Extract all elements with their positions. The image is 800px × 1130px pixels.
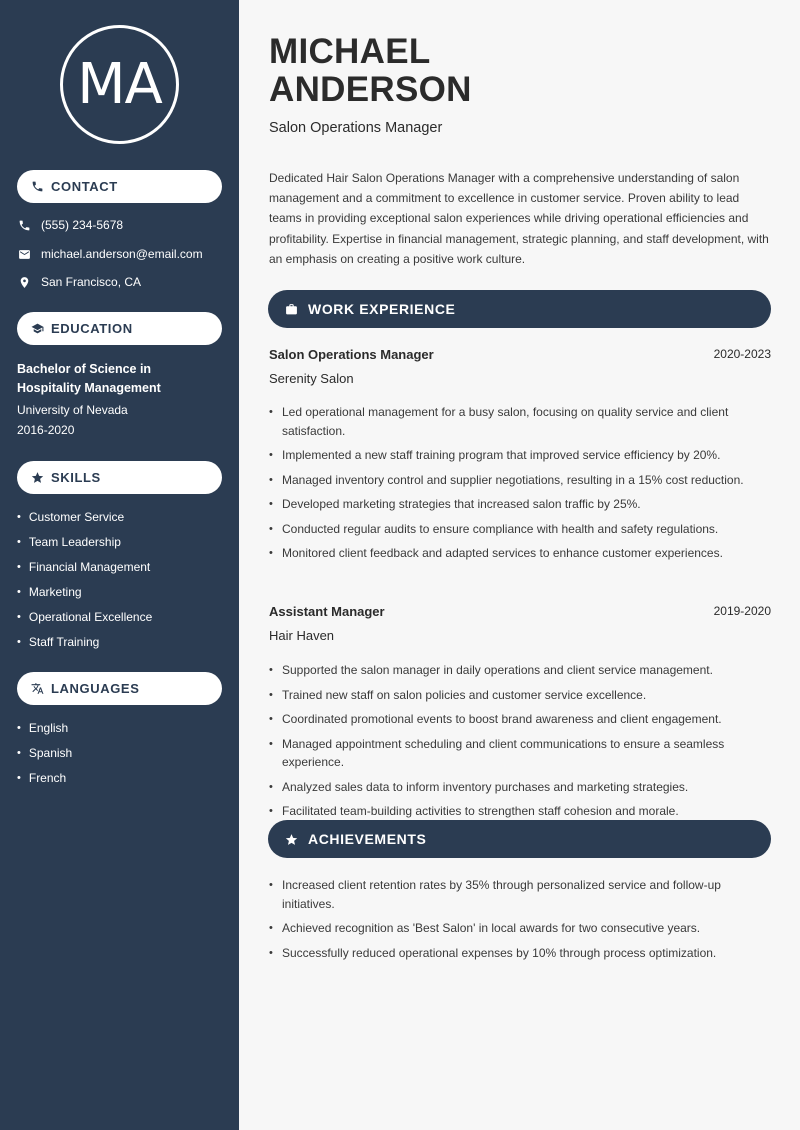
education-header-label: EDUCATION [51, 321, 133, 336]
main-content [239, 0, 800, 1130]
name-first: MICHAEL [269, 32, 431, 71]
job-bullets [269, 661, 769, 827]
language-item: • French [17, 765, 72, 790]
job-bullet: • Managed appointment scheduling and client communications to ensure a seamless experience. [269, 735, 769, 772]
achievement-item: • Successfully reduced operational expenses by 10% through process optimization. [269, 944, 769, 963]
job-role: Assistant Manager [269, 604, 385, 619]
job-bullet: • Trained new staff on salon policies and customer service excellence. [269, 686, 769, 705]
contact-phone-text: (555) 234-5678 [41, 218, 124, 232]
job-bullets [269, 403, 769, 569]
languages-header-label: LANGUAGES [51, 681, 140, 696]
skills-header [17, 461, 222, 494]
languages-header [17, 672, 222, 705]
skills-header-label: SKILLS [51, 470, 101, 485]
skill-item: • Operational Excellence [17, 604, 152, 629]
work-experience-header-label: WORK EXPERIENCE [308, 301, 456, 317]
contact-location-text: San Francisco, CA [41, 275, 142, 289]
sidebar [0, 0, 239, 1130]
job-bullet: • Coordinated promotional events to boost brand awareness and client engagement. [269, 710, 769, 729]
graduation-cap-icon [31, 322, 44, 335]
star-icon [285, 833, 298, 846]
job-dates: 2020-2023 [713, 347, 771, 361]
briefcase-icon [285, 303, 298, 316]
job-bullet: • Implemented a new staff training program that improved service efficiency by 20%. [269, 446, 769, 465]
job-role: Salon Operations Manager [269, 347, 434, 362]
contact-email [18, 247, 203, 261]
contact-location [18, 275, 141, 289]
location-pin-icon [18, 276, 31, 289]
education-degree: Bachelor of Science in Hospitality Management [17, 362, 161, 395]
contact-header [17, 170, 222, 203]
skill-item: • Marketing [17, 579, 152, 604]
education-header [17, 312, 222, 345]
job-company: Hair Haven [269, 628, 335, 643]
phone-icon [18, 219, 31, 232]
achievements-header [268, 820, 771, 858]
name-last: ANDERSON [269, 70, 472, 109]
achievements-list [269, 876, 769, 968]
contact-phone [18, 218, 123, 232]
job-bullet: • Developed marketing strategies that increased salon traffic by 25%. [269, 495, 769, 514]
job-bullet: • Conducted regular audits to ensure compliance with health and safety regulations. [269, 520, 769, 539]
skill-item: • Financial Management [17, 554, 152, 579]
job-bullet: • Supported the salon manager in daily operations and client service management. [269, 661, 769, 680]
languages-list [17, 715, 72, 790]
job-bullet: • Led operational management for a busy salon, focusing on quality service and client satisfaction. [269, 403, 769, 440]
profile-summary: Dedicated Hair Salon Operations Manager with a comprehensive understanding of salon management and a commitment to excellence in customer service. Proven ability to lead teams in providing exceptional salon experiences while driving operational efficiencies and profitability. Expertise in financial management, strategic planning, and staff development, with an emphasis on creating a positive work culture. [269, 171, 769, 266]
achievement-item: • Achieved recognition as 'Best Salon' in local awards for two consecutive years. [269, 919, 769, 938]
job-bullet: • Managed inventory control and supplier negotiations, resulting in a 15% cost reduction. [269, 471, 769, 490]
job-company: Serenity Salon [269, 371, 354, 386]
job-bullet: • Analyzed sales data to inform inventory purchases and marketing strategies. [269, 778, 769, 797]
education-school: University of Nevada [17, 403, 128, 417]
work-experience-header [268, 290, 771, 328]
skill-item: • Staff Training [17, 629, 152, 654]
contact-email-text: michael.anderson@email.com [41, 247, 203, 261]
job-dates: 2019-2020 [713, 604, 771, 618]
job-bullet: • Facilitated team-building activities to strengthen staff cohesion and morale. [269, 802, 769, 821]
language-item: • English [17, 715, 72, 740]
translate-icon [31, 682, 44, 695]
initials-text: MA [77, 52, 162, 117]
education-years: 2016-2020 [17, 423, 75, 437]
language-item: • Spanish [17, 740, 72, 765]
skill-item: • Customer Service [17, 504, 152, 529]
initials-avatar [60, 25, 179, 144]
contact-header-label: CONTACT [51, 179, 118, 194]
phone-icon [31, 180, 44, 193]
profile-title: Salon Operations Manager [269, 120, 443, 136]
achievement-item: • Increased client retention rates by 35% through personalized service and follow-up initiatives. [269, 876, 769, 913]
job-bullet: • Monitored client feedback and adapted services to enhance customer experiences. [269, 544, 769, 563]
skills-list [17, 504, 152, 654]
skill-item: • Team Leadership [17, 529, 152, 554]
achievements-header-label: ACHIEVEMENTS [308, 831, 427, 847]
envelope-icon [18, 248, 31, 261]
star-icon [31, 471, 44, 484]
